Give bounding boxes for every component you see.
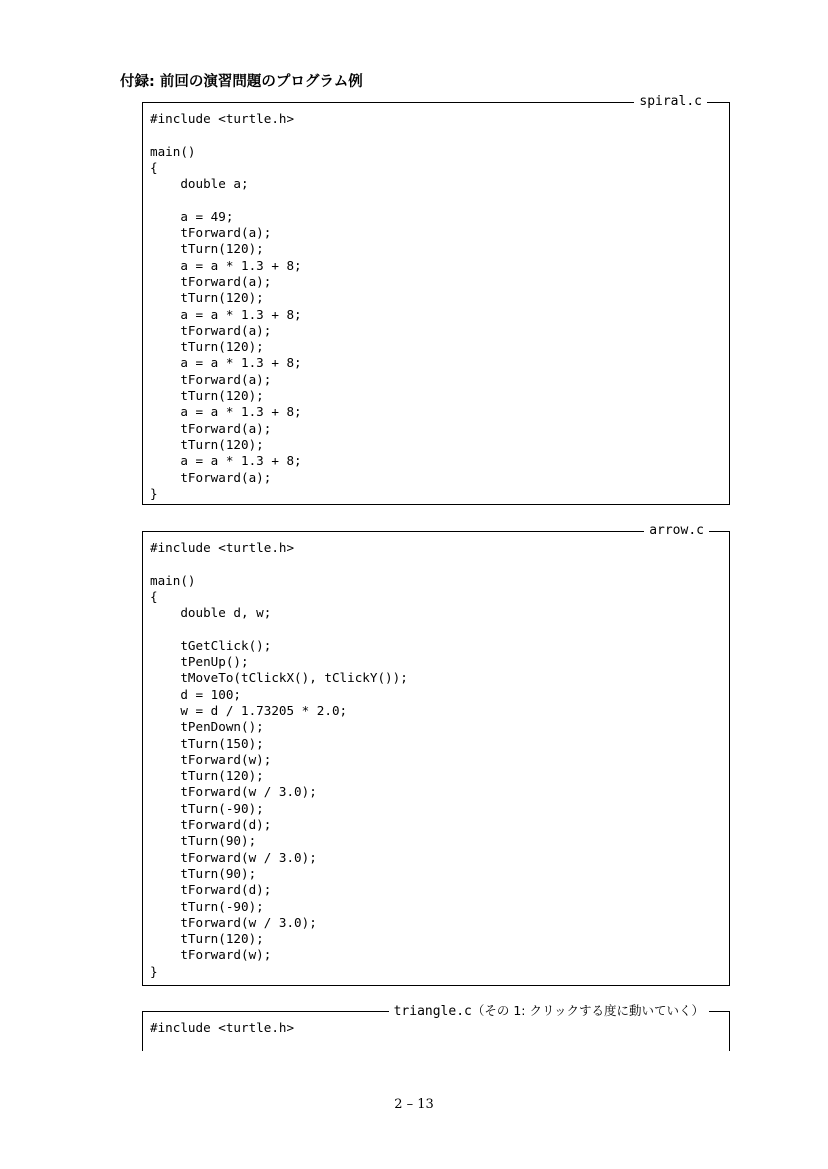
filename-text: arrow.c — [649, 523, 704, 538]
code-block: #include <turtle.h> main() { double d, w; tGetClick(); tPenUp(); tMoveTo(tClickX(), tClickY()); d = 100; w = d / 1.73205 * 2.0; tPenDown(); tTurn(150); tForward(w); tTurn(120); tForward(w / 3.0); tTurn(-90); tForward(d); tTurn(90); tForward(w / 3.0); tTurn(90); tForward(d); tTurn(-90); tForward(w / 3.0); tTurn(120); tForward(w); } — [150, 540, 408, 979]
listing-top-rule — [142, 531, 730, 532]
code-listing-triangle — [142, 1003, 730, 1051]
code-block: #include <turtle.h> main() { double a; a = 49; tForward(a); tTurn(120); a = a * 1.3 + 8; tForward(a); tTurn(120); a = a * 1.3 + 8; tForward(a); tTurn(120); a = a * 1.3 + 8; tForward(a); tTurn(120); a = a * 1.3 + 8; tForward(a); tTurn(120); a = a * 1.3 + 8; tForward(a); } — [150, 111, 302, 501]
listing-filename — [644, 522, 709, 540]
filename-note: （その 1: クリックする度に動いていく） — [471, 1003, 704, 1018]
code-block: #include <turtle.h> — [150, 1020, 295, 1035]
filename-text: triangle.c — [393, 1004, 472, 1019]
listing-filename — [634, 93, 707, 111]
page-number: 2 – 13 — [394, 1097, 434, 1112]
appendix-heading: 付録: 前回の演習問題のプログラム例 — [120, 74, 363, 90]
listing-filename — [389, 1002, 709, 1021]
code-listing-arrow — [142, 523, 730, 986]
code-listing-spiral — [142, 94, 730, 505]
filename-text: spiral.c — [639, 94, 702, 109]
